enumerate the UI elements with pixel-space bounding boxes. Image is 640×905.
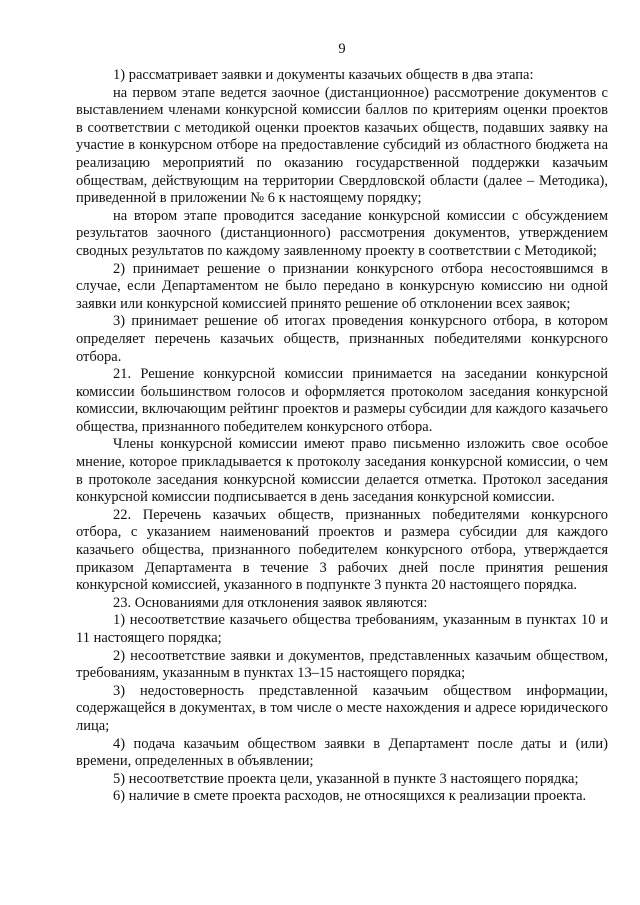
paragraph-ground-5: 5) несоответствие проекта цели, указанной в пункте 3 настоящего порядка; xyxy=(113,770,579,787)
paragraph-point-22: 22. Перечень казачьих обществ, признанных победителями конкурсного отбора, с указанием наименований проектов и размера субсидии для каждого казачьего общества, признанного победителем конкурсного отбора, утверждается приказом Департамента в течение 3 рабочих дней после принятия решения конкурсной комиссией, указанного в подпункте 3 пункта 20 настоящего порядка. xyxy=(76,506,608,594)
paragraph-first-stage: на первом этапе ведется заочное (дистанционное) рассмотрение документов с выставлением членами конкурсной комиссии баллов по критериям оценки проектов в соответствии с методикой оценки проектов казачьих обществ, подавших заявку на участие в конкурсном отборе на предоставление субсидий из областного бюджета на реализацию мероприятий по оказанию государственной поддержки казачьим обществам, действующим на территории Свердловской области (далее – Методика), приведенной в приложении № 6 к настоящему порядку; xyxy=(76,84,608,207)
paragraph-item-3: 3) принимает решение об итогах проведения конкурсного отбора, в котором определяет перечень казачьих обществ, признанных победителями конкурсного отбора. xyxy=(76,313,608,365)
paragraph-ground-6: 6) наличие в смете проекта расходов, не относящихся к реализации проекта. xyxy=(113,788,587,805)
page-number: 9 xyxy=(338,41,346,57)
paragraph-ground-2: 2) несоответствие заявки и документов, представленных казачьим обществом, требованиям, указанным в пунктах 13–15 настоящего порядка; xyxy=(76,647,608,682)
paragraph-point-23: 23. Основаниями для отклонения заявок являются: xyxy=(113,594,428,611)
paragraph-ground-4: 4) подача казачьим обществом заявки в Департамент после даты и (или) времени, определенных в объявлении; xyxy=(76,735,608,770)
paragraph-second-stage: на втором этапе проводится заседание конкурсной комиссии с обсуждением результатов заочного (дистанционного) рассмотрения документов, утверждением сводных результатов по каждому заявленному проекту в соответствии с Методикой; xyxy=(76,207,608,259)
paragraph-stage-list-intro: 1) рассматривает заявки и документы казачьих обществ в два этапа: xyxy=(113,67,534,83)
paragraph-ground-3: 3) недостоверность представленной казачьим обществом информации, содержащейся в документах, в том числе о месте нахождения и адресе юридического лица; xyxy=(76,682,608,734)
paragraph-item-2: 2) принимает решение о признании конкурсного отбора несостоявшимся в случае, если Департаментом не было передано в конкурсную комиссию ни одной заявки или конкурсной комиссией принято решение об отклонении всех заявок; xyxy=(76,260,608,312)
paragraph-point-21: 21. Решение конкурсной комиссии принимается на заседании конкурсной комиссии большинством голосов и оформляется протоколом заседания конкурсной комиссии, включающим рейтинг проектов и размеры субсидии для каждого казачьего общества, признанного победителем конкурсного отбора. xyxy=(76,366,608,435)
paragraph-dissenting-opinion: Члены конкурсной комиссии имеют право письменно изложить свое особое мнение, которое прикладывается к протоколу заседания конкурсной комиссии, о чем в протоколе заседания конкурсной комиссии делается отметка. Протокол заседания конкурсной комиссии подписывается в день заседания конкурсной комиссии. xyxy=(76,436,608,506)
paragraph-ground-1: 1) несоответствие казачьего общества требованиям, указанным в пунктах 10 и 11 настоящего порядка; xyxy=(76,612,608,646)
document-page xyxy=(76,40,608,806)
